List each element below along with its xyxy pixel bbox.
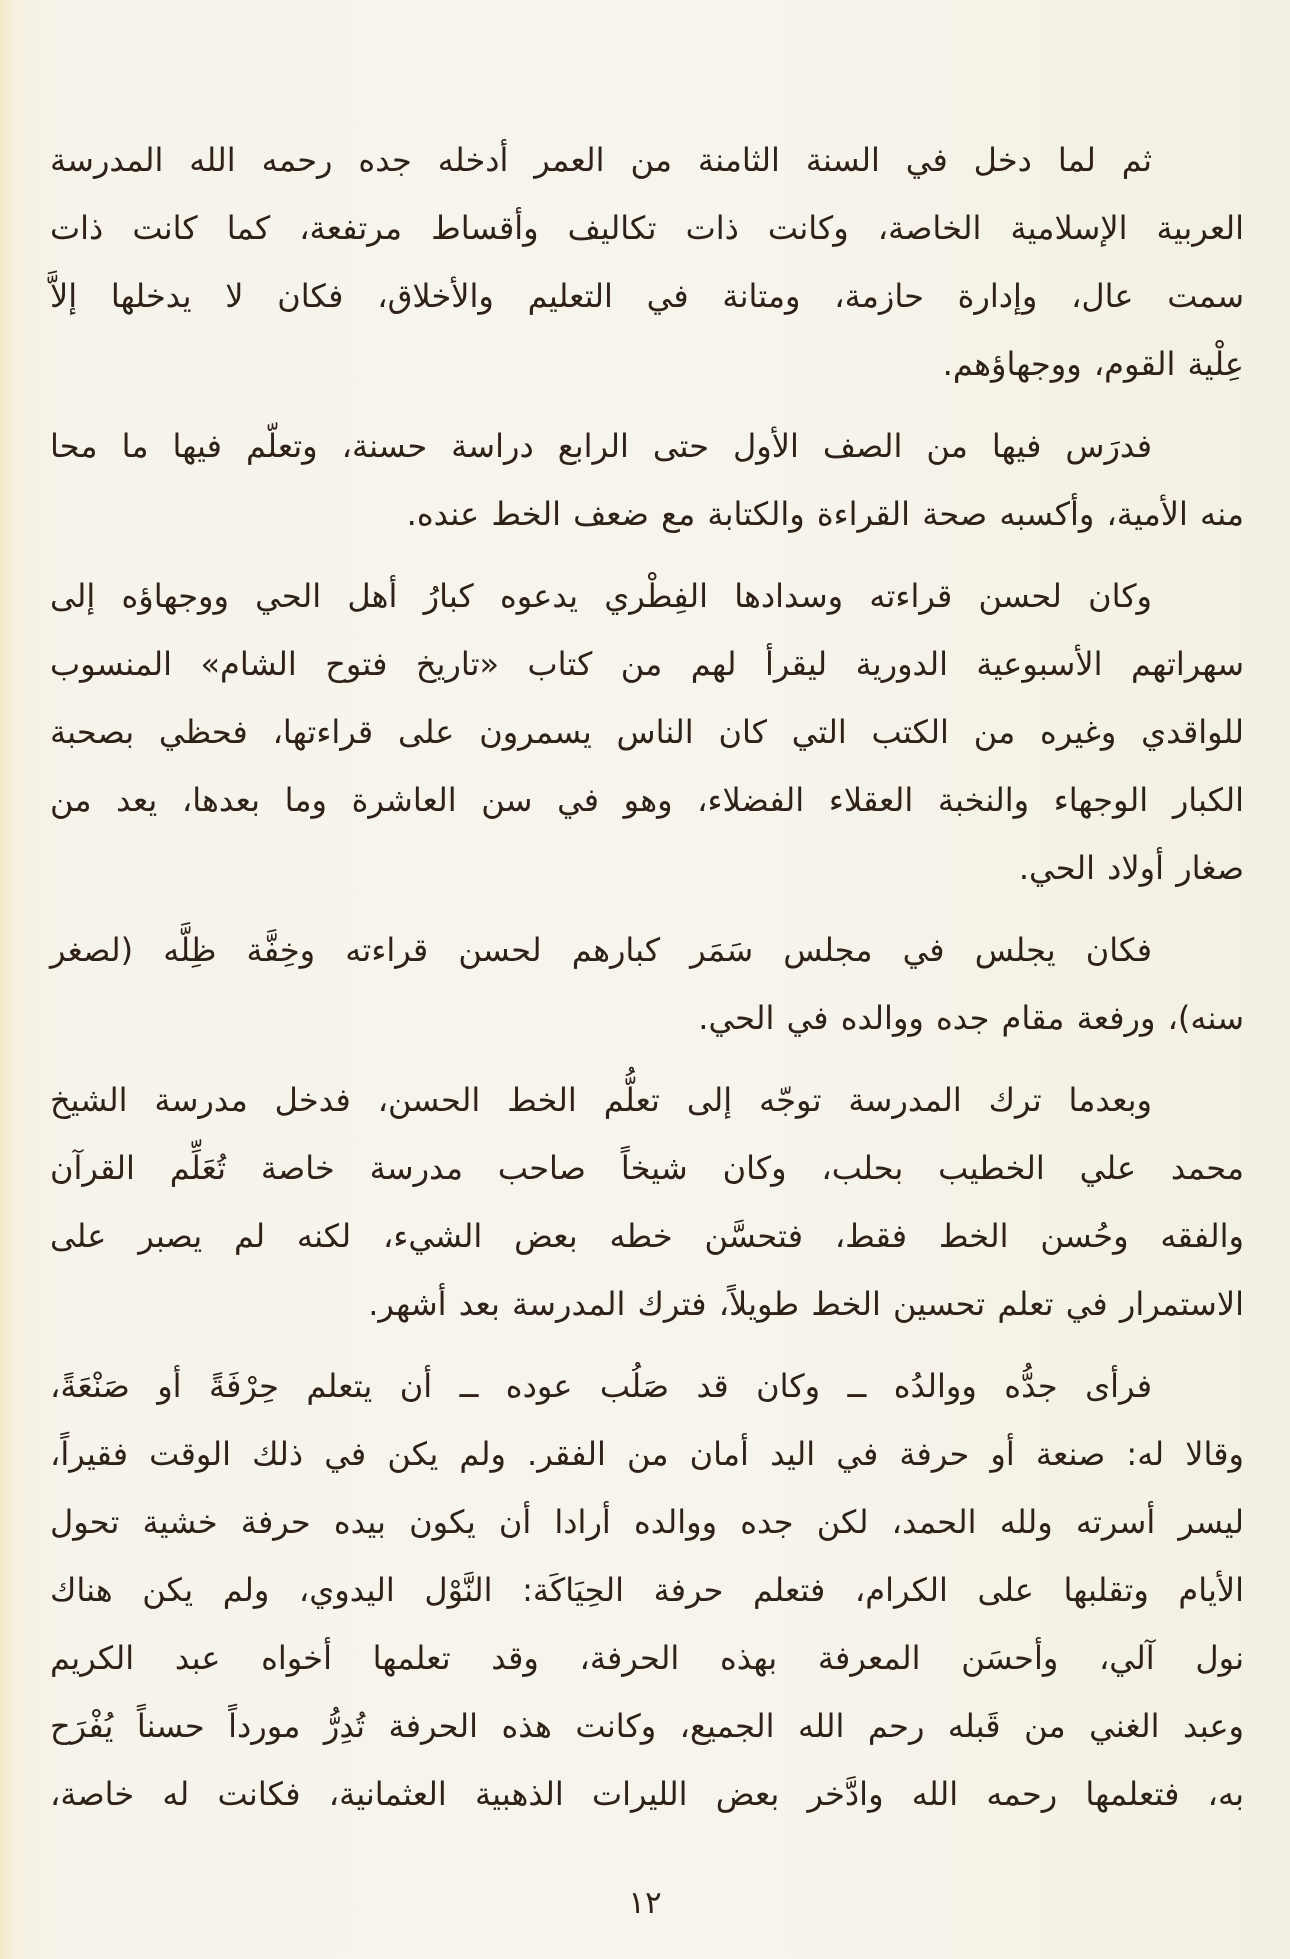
text-line: سهراتهم الأسبوعية الدورية ليقرأ لهم من كتاب «تاريخ فتوح الشام» المنسوب [50, 645, 1244, 683]
text-line: ثم لما دخل في السنة الثامنة من العمر أدخله جده رحمه الله المدرسة [50, 141, 1152, 179]
text-line: وكان لحسن قراءته وسدادها الفِطْري يدعوه كبارُ أهل الحي ووجهاؤه إلى [50, 577, 1152, 615]
text-line: نول آلي، وأحسَن المعرفة بهذه الحرفة، وقد تعلمها أخواه عبد الكريم [50, 1639, 1244, 1677]
text-line: فكان يجلس في مجلس سَمَر كبارهم لحسن قراءته وخِفَّة ظِلَّه (لصغر [50, 931, 1152, 969]
text-line: الاستمرار في تعلم تحسين الخط طويلاً، فترك المدرسة بعد أشهر. [368, 1285, 1244, 1323]
text-line: سنه)، ورفعة مقام جده ووالده في الحي. [698, 999, 1244, 1037]
text-line: وقالا له: صنعة أو حرفة في اليد أمان من الفقر. ولم يكن في ذلك الوقت فقيراً، [50, 1435, 1244, 1473]
paragraph [50, 1352, 1244, 1828]
text-line: وعبد الغني من قَبله رحم الله الجميع، وكانت هذه الحرفة تُدِرُّ مورداً حسناً يُفْرَح [50, 1707, 1244, 1745]
paragraph [50, 126, 1244, 398]
text-line: به، فتعلمها رحمه الله وادَّخر بعض الليرات الذهبية العثمانية، فكانت له خاصة، [50, 1775, 1244, 1813]
text-line: والفقه وحُسن الخط فقط، فتحسَّن خطه بعض الشيء، لكنه لم يصبر على [50, 1217, 1244, 1255]
page-number: ١٢ [628, 1885, 662, 1921]
text-line: الكبار الوجهاء والنخبة العقلاء الفضلاء، وهو في سن العاشرة وما بعدها، يعد من [50, 781, 1244, 819]
text-line: صغار أولاد الحي. [1018, 849, 1244, 887]
text-line: منه الأمية، وأكسبه صحة القراءة والكتابة مع ضعف الخط عنده. [406, 495, 1244, 533]
text-line: للواقدي وغيره من الكتب التي كان الناس يسمرون على قراءتها، فحظي بصحبة [50, 713, 1244, 751]
text-line: فرأى جدُّه ووالدُه ــ وكان قد صَلُب عوده ــ أن يتعلم حِرْفَةً أو صَنْعَةً، [50, 1367, 1152, 1405]
body-text [50, 126, 1244, 1828]
text-line: وبعدما ترك المدرسة توجّه إلى تعلُّم الخط الحسن، فدخل مدرسة الشيخ [50, 1081, 1152, 1119]
text-line: فدرَس فيها من الصف الأول حتى الرابع دراسة حسنة، وتعلّم فيها ما محا [50, 427, 1152, 465]
text-line: ليسر أسرته ولله الحمد، لكن جده ووالده أرادا أن يكون بيده حرفة خشية تحول [50, 1503, 1244, 1541]
text-line: الأيام وتقلبها على الكرام، فتعلم حرفة الحِيَاكَة: النَّوْل اليدوي، ولم يكن هناك [50, 1571, 1244, 1609]
paragraph [50, 412, 1244, 548]
paragraph [50, 562, 1244, 902]
text-line: سمت عال، وإدارة حازمة، ومتانة في التعليم والأخلاق، فكان لا يدخلها إلاَّ [50, 277, 1244, 315]
text-line: محمد علي الخطيب بحلب، وكان شيخاً صاحب مدرسة خاصة تُعَلِّم القرآن [50, 1149, 1244, 1187]
paragraph [50, 1066, 1244, 1338]
paragraph [50, 916, 1244, 1052]
text-line: العربية الإسلامية الخاصة، وكانت ذات تكاليف وأقساط مرتفعة، كما كانت ذات [50, 209, 1244, 247]
text-line: عِلْية القوم، ووجهاؤهم. [942, 345, 1244, 383]
